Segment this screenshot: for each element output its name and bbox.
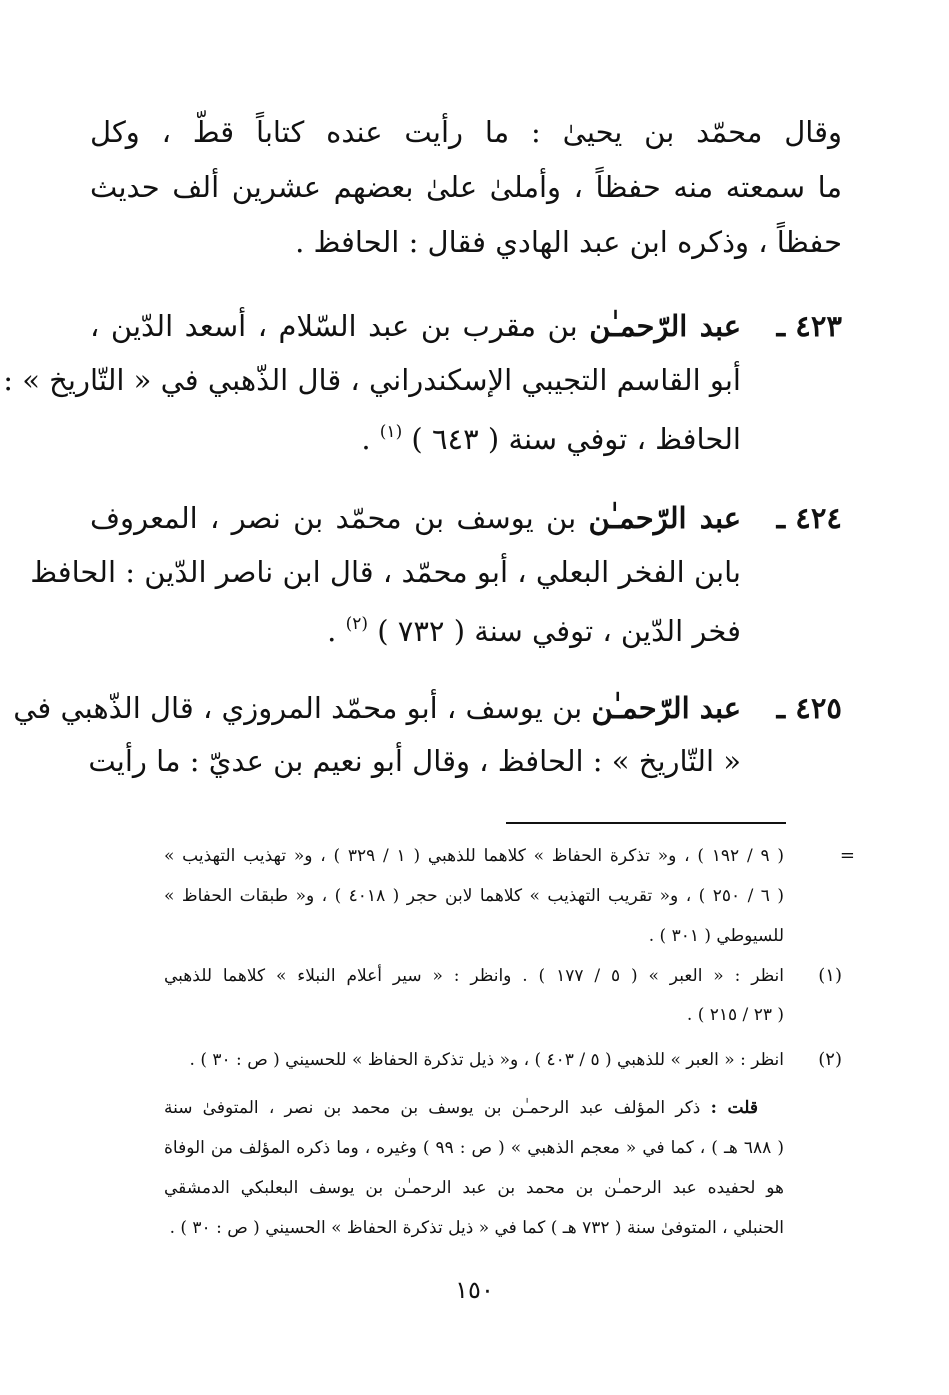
footnote-1-line-1: انظر : « العبر » ( ٥ / ١٧٧ ) . وانظر : « سير أعلام النبلاء » كلاهما للذهبي — [164, 966, 784, 986]
entry-425-name: عبد الرّحمـٰن — [591, 691, 741, 725]
entry-423-name: عبد الرّحمـٰن — [589, 309, 742, 343]
page-number: ١٥٠ — [455, 1276, 494, 1304]
entry-424-end-dot: . — [327, 614, 337, 648]
entry-424-name: عبد الرّحمـٰن — [588, 501, 742, 535]
entry-423-line-1 — [90, 298, 741, 354]
footnote-continuation-marker: = — [839, 845, 855, 866]
entry-424-death-text: فخر الدّين ، توفي سنة ( ٧٣٢ ) — [377, 614, 741, 648]
intro-line-2: ما سمعته منه حفظاً ، وأملىٰ علىٰ بعضهم عشرين ألف حديث — [90, 170, 842, 204]
entry-423-end-dot: . — [361, 422, 371, 456]
qult-line-1 — [164, 1088, 784, 1128]
footnote-continuation-line-3: للسيوطي ( ٣٠١ ) . — [648, 926, 784, 946]
entry-424-footnote-ref: (٢) — [345, 614, 368, 634]
qult-line-1-rest: ذكر المؤلف عبد الرحمـٰن بن يوسف بن محمد بن نصر ، المتوفىٰ سنة — [164, 1098, 701, 1118]
entry-423-line-3 — [90, 404, 741, 460]
footnote-2-marker: (٢) — [818, 1049, 842, 1070]
entry-424-line-1-rest: بن يوسف بن محمّد بن نصر ، المعروف — [90, 501, 577, 535]
qult-line-4: الحنبلي ، المتوفىٰ سنة ( ٧٣٢ هـ ) كما في « ذيل تذكرة الحفاظ » الحسيني ( ص : ٣٠ ) . — [169, 1218, 784, 1238]
entry-425-line-1 — [13, 680, 741, 736]
entry-423-footnote-ref: (١) — [379, 422, 403, 442]
footnote-1-marker: (١) — [818, 965, 842, 986]
qult-line-3: هو لحفيده عبد الرحمـٰن بن محمد بن عبد الرحمـٰن بن يوسف البعلبكي الدمشقي — [164, 1178, 784, 1198]
intro-line-3: حفظاً ، وذكره ابن عبد الهادي فقال : الحافظ . — [295, 225, 842, 259]
entry-425-line-1-rest: بن يوسف ، أبو محمّد المروزي ، قال الذّهبي في — [13, 691, 583, 725]
entry-number-423: ٤٢٣ ـ — [776, 309, 842, 343]
footnote-1-line-2: ( ٢٣ / ٢١٥ ) . — [686, 1005, 784, 1025]
qult-label: قلت : — [710, 1098, 758, 1118]
footnote-continuation-line-2: ( ٦ / ٢٥٠ ) ، و« تقريب التهذيب » كلاهما لابن حجر ( ٤٠١٨ ) ، و« طبقات الحفاظ » — [164, 886, 785, 906]
entry-424-line-1 — [90, 490, 741, 546]
entry-number-425: ٤٢٥ ـ — [776, 691, 842, 725]
entry-424-line-3 — [90, 596, 741, 652]
entry-424-line-2: بابن الفخر البعلي ، أبو محمّد ، قال ابن ناصر الدّين : الحافظ — [30, 555, 741, 589]
footnote-continuation-line-1: ( ٩ / ١٩٢ ) ، و« تذكرة الحفاظ » كلاهما للذهبي ( ١ / ٣٢٩ ) ، و« تهذيب التهذيب » — [164, 846, 784, 866]
entry-423-line-2: أبو القاسم التجيبي الإسكندراني ، قال الذّهبي في « التّاريخ » : — [3, 363, 741, 397]
entry-425-line-2: « التّاريخ » : الحافظ ، وقال أبو نعيم بن عديّ : ما رأيت — [88, 744, 741, 778]
qult-line-2: ( ٦٨٨ هـ ) ، كما في « معجم الذهبي » ( ص : ٩٩ ) وغيره ، وما ذكره المؤلف من الوفاة — [164, 1138, 784, 1158]
entry-423-line-1-rest: بن مقرب بن عبد السّلام ، أسعد الدّين ، — [90, 309, 578, 343]
entry-423-death-text: الحافظ ، توفي سنة ( ٦٤٣ ) — [411, 422, 741, 456]
footnote-2-line-1: انظر : « العبر » للذهبي ( ٥ / ٤٠٣ ) ، و« ذيل تذكرة الحفاظ » للحسيني ( ص : ٣٠ ) . — [189, 1050, 784, 1070]
footnote-separator — [506, 822, 786, 824]
intro-line-1: وقال محمّد بن يحيىٰ : ما رأيت عنده كتاباً قطّ ، وكل — [90, 115, 842, 149]
entry-number-424: ٤٢٤ ـ — [776, 501, 842, 535]
